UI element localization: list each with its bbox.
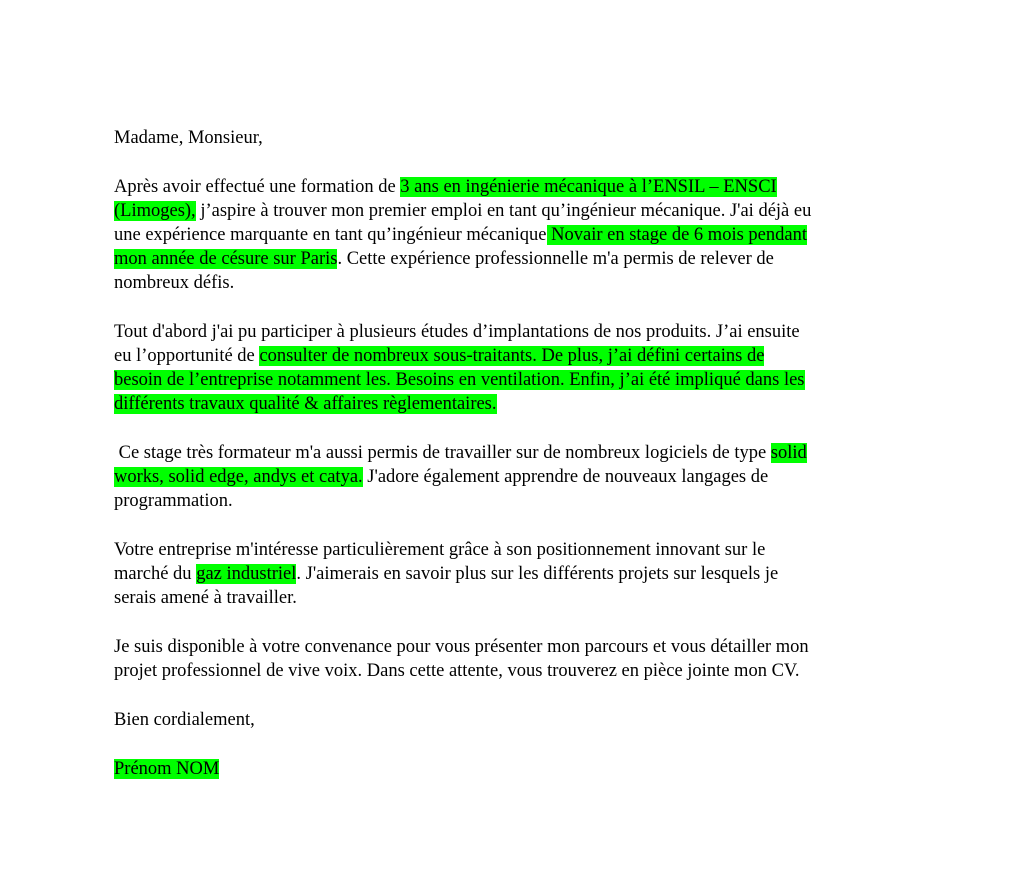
paragraph-3-line-2 [114, 465, 768, 489]
text-span: . J'aimerais en savoir plus sur les différents projets sur lesquels je [296, 564, 779, 584]
paragraph-3-line-3: programmation. [114, 491, 233, 511]
text-span: J'adore également apprendre de nouveaux langages de [362, 467, 769, 487]
signature [114, 757, 219, 781]
paragraph-4-line-2 [114, 562, 778, 586]
paragraph-1-line-1 [114, 175, 777, 199]
paragraph-5-line-2: projet professionnel de vive voix. Dans cette attente, vous trouverez en pièce jointe mon CV. [114, 661, 800, 681]
paragraph-1-line-3 [114, 223, 807, 247]
paragraph-2-line-1: Tout d'abord j'ai pu participer à plusieurs études d’implantations de nos produits. J’ai ensuite [114, 322, 800, 342]
paragraph-2-line-3 [114, 368, 805, 392]
paragraph-3-line-1 [114, 441, 807, 465]
highlighted-signature: Prénom NOM [114, 759, 220, 779]
highlighted-text: besoin de l’entreprise notamment les. Besoins en ventilation. Enfin, j’ai été impliqué dans les [114, 370, 805, 390]
paragraph-2-line-2 [114, 344, 764, 368]
paragraph-1-line-4 [114, 247, 774, 271]
text-span: Après avoir effectué une formation de [114, 177, 401, 197]
highlighted-text: consulter de nombreux sous-traitants. De plus, j’ai défini certains de [259, 346, 765, 366]
text-span: Ce stage très formateur m'a aussi permis de travailler sur de nombreux logiciels de type [114, 443, 771, 463]
salutation: Madame, Monsieur, [114, 128, 263, 148]
highlighted-text: Novair en stage de 6 mois pendant [546, 225, 807, 245]
paragraph-1-line-2 [114, 199, 811, 223]
text-span: une expérience marquante en tant qu’ingénieur mécanique [114, 225, 547, 245]
text-span: j’aspire à trouver mon premier emploi en tant qu’ingénieur mécanique. J'ai déjà eu [195, 201, 812, 221]
highlighted-text: 3 ans en ingénierie mécanique à l’ENSIL – ENSCI [400, 177, 777, 197]
paragraph-1-line-5: nombreux défis. [114, 273, 235, 293]
text-span: . Cette expérience professionnelle m'a permis de relever de [337, 249, 774, 269]
highlighted-text: solid [770, 443, 807, 463]
highlighted-text: gaz industriel [196, 564, 297, 584]
paragraph-4-line-3: serais amené à travailler. [114, 588, 297, 608]
highlighted-text: différents travaux qualité & affaires règlementaires. [114, 394, 497, 414]
highlighted-text: works, solid edge, andys et catya. [114, 467, 363, 487]
paragraph-4-line-1: Votre entreprise m'intéresse particulièrement grâce à son positionnement innovant sur le [114, 540, 766, 560]
closing: Bien cordialement, [114, 710, 255, 730]
highlighted-text: mon année de césure sur Paris [114, 249, 338, 269]
paragraph-2-line-4 [114, 392, 497, 416]
text-span: eu l’opportunité de [114, 346, 260, 366]
highlighted-text: (Limoges), [114, 201, 196, 221]
paragraph-5-line-1: Je suis disponible à votre convenance pour vous présenter mon parcours et vous détailler mon [114, 637, 809, 657]
text-span: marché du [114, 564, 197, 584]
